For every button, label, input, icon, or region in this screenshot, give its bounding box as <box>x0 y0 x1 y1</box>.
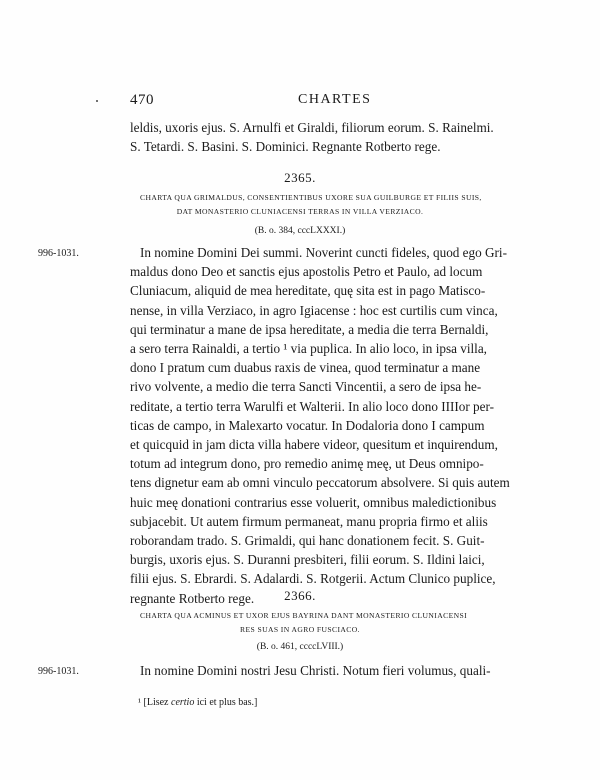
charter-summary <box>140 191 482 219</box>
summary-line: RES SUAS IN AGRO FUSCIACO. <box>240 625 360 634</box>
charter-summary <box>140 609 468 637</box>
text-line: qui terminatur a mane de ipsa hereditate, a media die terra Bernaldi, <box>130 321 489 337</box>
summary-line: CHARTA QUA ACMINUS ET UXOR EJUS BAYRINA DANT MONASTERIO CLUNIACENSI <box>140 611 468 620</box>
margin-mark <box>96 100 98 102</box>
charter-reference: (B. o. 384, cccLXXXI.) <box>254 226 346 236</box>
text-line: In nomine Domini Dei summi. Noverint cuncti fideles, quod ego Gri- <box>140 245 507 260</box>
charter-number: 2366. <box>284 588 316 603</box>
text-line: dono I pratum cum duabus raxis de vinea, quod terminatur a mane <box>130 360 481 376</box>
text-line: reditate, a tertio terra Warulfi et Walterii. In alio loco dono IIIIor per- <box>130 398 495 414</box>
footnote-mark: ¹ <box>138 697 141 708</box>
footnote-italic: certio <box>171 697 195 708</box>
text-line: rivo volvente, a medio die terra Sancti Vincentii, a sero de ipsa he- <box>130 379 482 395</box>
text-line: ticas de campo, in Malexarto vocatur. In Dodaloria dono I campum <box>130 417 485 433</box>
text-line: huic meę donationi contrarius esse voluerit, omnibus maledictionibus <box>130 494 497 510</box>
text-line: roborandam trado. S. Grimaldi, qui hanc donationem fecit. S. Guit- <box>130 533 485 549</box>
running-head: CHARTES <box>298 92 372 107</box>
summary-line: CHARTA QUA GRIMALDUS, CONSENTIENTIBUS UXORE SUA GUILBURGE ET FILIIS SUIS, <box>140 193 482 202</box>
page-number: 470 <box>130 92 154 108</box>
text-line: nense, in villa Verziaco, in agro Igiacense : hoc est curtilis cum vinca, <box>130 302 498 318</box>
charter-reference: (B. o. 461, ccccLVIII.) <box>256 642 344 652</box>
text-line: In nomine Domini nostri Jesu Christi. Notum fieri volumus, quali- <box>140 663 491 678</box>
footnote <box>138 697 257 708</box>
charter-date: 996-1031. <box>38 248 79 259</box>
continuation-text <box>130 118 494 156</box>
text-line: totum ad integrum dono, pro remedio animę meę, ut Deus omnipo- <box>130 456 484 472</box>
charter-number: 2365. <box>284 170 316 185</box>
footnote-prefix: [Lisez <box>143 697 169 708</box>
text-line: filii ejus. S. Ebrardi. S. Adalardi. S. Rotgerii. Actum Clunico puplice, <box>130 571 496 587</box>
text-line: leldis, uxoris ejus. S. Arnulfi et Giraldi, filiorum eorum. S. Rainelmi. <box>130 120 494 135</box>
text-line: Cluniacum, aliquid de mea hereditate, quę sita est in pago Matisco- <box>130 283 486 299</box>
text-line: tens dignetur eam ab omni vinculo peccatorum absolvere. Si quis autem <box>130 475 510 491</box>
text-line: S. Tetardi. S. Basini. S. Dominici. Regnante Rotberto rege. <box>130 139 441 155</box>
page-header <box>130 92 466 110</box>
text-line: et quicquid in jam dicta villa habere videor, quesitum et inquirendum, <box>130 437 498 453</box>
footnote-suffix: ici et plus bas.] <box>196 697 258 708</box>
text-line: burgis, uxoris ejus. S. Duranni presbiteri, filii eorum. S. Ildini laici, <box>130 552 485 568</box>
text-line: subjacebit. Ut autem firmum permaneat, manu propria firmo et aliis <box>130 513 488 529</box>
text-line: maldus dono Deo et sanctis ejus apostolis Petro et Paulo, ad locum <box>130 264 483 280</box>
charter-body <box>130 243 510 608</box>
charter-date: 996-1031. <box>38 666 79 677</box>
summary-line: DAT MONASTERIO CLUNIACENSI TERRAS IN VILLA VERZIACO. <box>176 207 424 216</box>
text-line: a sero terra Rainaldi, a tertio ¹ via puplica. In alio loco, in ipsa villa, <box>130 341 487 357</box>
charter-body <box>130 661 491 680</box>
text-line: regnante Rotberto rege. <box>130 590 255 606</box>
